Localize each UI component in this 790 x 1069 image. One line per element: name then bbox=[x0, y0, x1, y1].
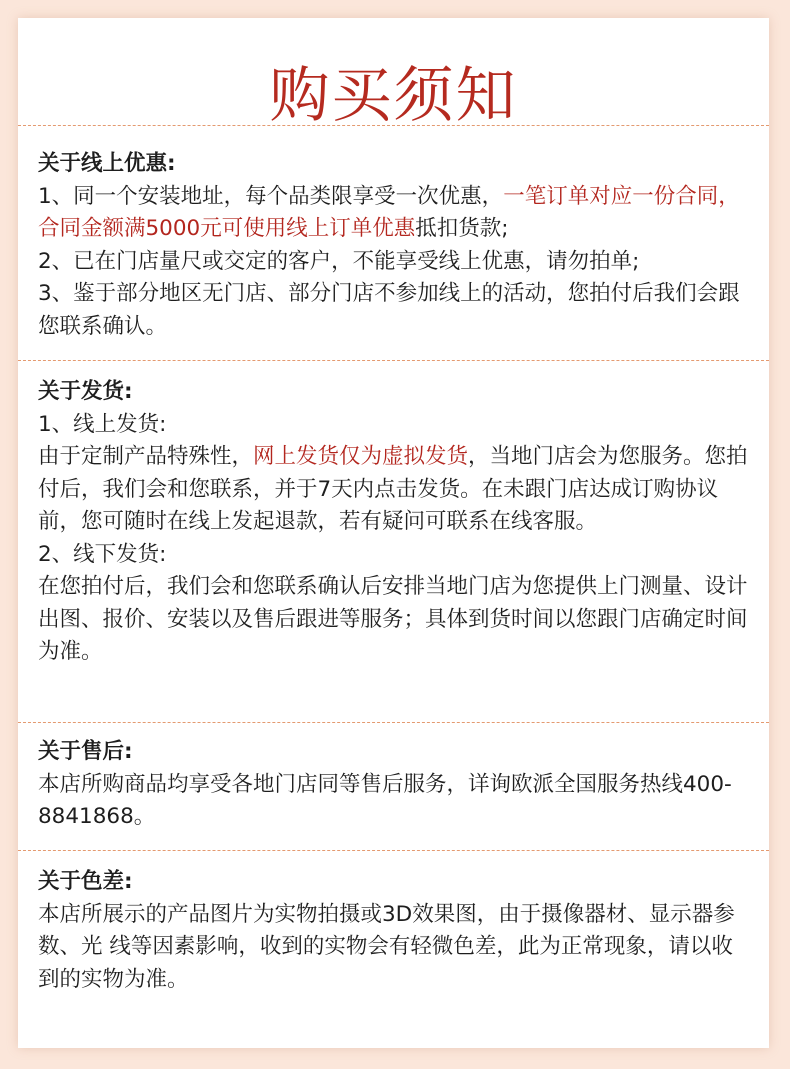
discount-rule-2: 2、已在门店量尺或交定的客户，不能享受线上优惠，请勿拍单; bbox=[38, 248, 640, 274]
color-difference-text: 本店所展示的产品图片为实物拍摄或3D效果图，由于摄像器材、显示器参数、光 线等因素影响，收到的实物会有轻微色差，此为正常现象，请以收到的实物为准。 bbox=[38, 901, 735, 992]
offline-shipping-text: 在您拍付后，我们会和您联系确认后安排当地门店为您提供上门测量、设计出图、报价、安装以及售后跟进等服务；具体到货时间以您跟门店确定时间为准。 bbox=[38, 574, 748, 664]
offline-shipping-label: 2、线下发货: bbox=[38, 541, 167, 567]
divider bbox=[18, 722, 769, 723]
online-shipping-text bbox=[38, 441, 750, 539]
highlight-text: 网上发货仅为虚拟发货 bbox=[253, 444, 469, 469]
rule-text: 1、同一个安装地址，每个品类限享受一次优惠， bbox=[38, 183, 504, 209]
rule-text: 抵扣货款; bbox=[415, 216, 509, 241]
section-shipping bbox=[38, 376, 750, 669]
shipping-text: ，当地门店会为您服务。您拍付后，我们会和您联系，并于7天内点击发货。在未跟门店达成订购协议前，您可随时在线上发起退款，若有疑问可联系在线客服。 bbox=[38, 444, 748, 534]
section-heading: 关于发货: bbox=[38, 379, 133, 404]
after-sales-text: 本店所购商品均享受各地门店同等售后服务，详询欧派全国服务热线400-8841868。 bbox=[38, 771, 732, 829]
divider bbox=[18, 850, 769, 851]
divider bbox=[18, 125, 769, 126]
notice-card bbox=[18, 18, 769, 1048]
shipping-text: 由于定制产品特殊性， bbox=[38, 444, 254, 469]
discount-rule-1 bbox=[38, 181, 750, 246]
divider bbox=[18, 360, 769, 361]
section-online-discount bbox=[38, 148, 750, 343]
section-heading: 关于线上优惠: bbox=[38, 151, 176, 176]
page-title: 购买须知 bbox=[269, 61, 518, 131]
section-color-difference bbox=[38, 866, 750, 996]
discount-rule-3: 3、鉴于部分地区无门店、部分门店不参加线上的活动，您拍付后我们会跟您联系确认。 bbox=[38, 281, 740, 339]
section-heading: 关于色差: bbox=[38, 869, 133, 894]
online-shipping-label: 1、线上发货: bbox=[38, 411, 167, 437]
highlight-text: 一笔订单对应一份合同，合同金额满5000元可使用线上订单优惠 bbox=[38, 183, 740, 241]
section-after-sales bbox=[38, 736, 750, 834]
section-heading: 关于售后: bbox=[38, 739, 133, 764]
